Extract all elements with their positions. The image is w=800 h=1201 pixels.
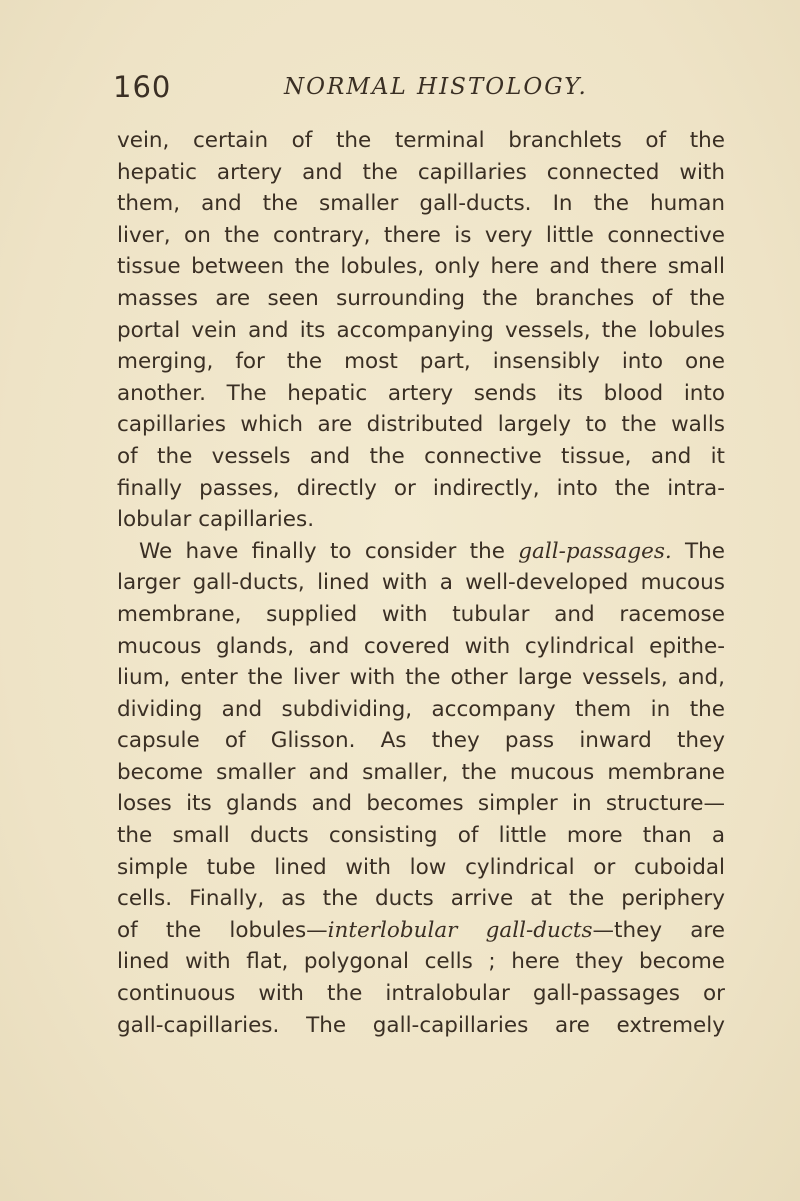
text-line: lined with flat, polygonal cells ; here they become <box>117 949 725 975</box>
text-line <box>117 915 725 947</box>
text-span: of the lobules— <box>117 917 328 943</box>
text-line: masses are seen surrounding the branches of the <box>117 285 725 311</box>
text-line: the small ducts consisting of little more than a <box>117 823 725 849</box>
text-span <box>457 918 485 943</box>
text-line: larger gall-ducts, lined with a well-developed mucous <box>117 570 725 596</box>
text-line: cells. Finally, as the ducts arrive at the periphery <box>117 886 725 912</box>
text-line: lobular capillaries. <box>117 507 315 533</box>
italic-term: gall-ducts <box>485 917 593 943</box>
running-head <box>113 70 733 110</box>
text-span: —they are <box>592 917 725 943</box>
text-line: simple tube lined with low cylindrical or cuboidal <box>117 854 725 880</box>
text-line: liver, on the contrary, there is very little connective <box>117 222 725 248</box>
text-line: vein, certain of the terminal branchlets of the <box>117 128 725 153</box>
text-line: portal vein and its accompanying vessels, the lobules <box>117 317 725 343</box>
text-line: capsule of Glisson. As they pass inward they <box>117 728 725 754</box>
text-line: them, and the smaller gall-ducts. In the human <box>117 191 725 217</box>
text-line: of the vessels and the connective tissue, and it <box>117 443 725 469</box>
text-line: capillaries which are distributed largely to the walls <box>117 412 725 438</box>
text-line: loses its glands and becomes simpler in structure— <box>117 791 725 817</box>
text-line: merging, for the most part, insensibly into one <box>117 349 725 375</box>
paragraph-start-line <box>117 536 725 568</box>
text-line: continuous with the intralobular gall-passages or <box>117 981 725 1007</box>
running-title: NORMAL HISTOLOGY. <box>284 74 588 100</box>
text-line: hepatic artery and the capillaries connected with <box>117 159 725 185</box>
italic-term: gall-passages. <box>518 538 672 564</box>
text-line: mucous glands, and covered with cylindrical epithe- <box>117 633 725 659</box>
text-line: become smaller and smaller, the mucous membrane <box>117 759 725 785</box>
italic-term: interlobular <box>327 917 458 943</box>
text-line: gall-capillaries. The gall-capillaries are extremely <box>117 1012 725 1038</box>
text-line: lium, enter the liver with the other large vessels, and, <box>117 665 725 691</box>
text-span: The <box>671 538 725 564</box>
text-line: tissue between the lobules, only here and there small <box>117 254 725 280</box>
text-line: dividing and subdividing, accompany them in the <box>117 696 725 722</box>
text-line: finally passes, directly or indirectly, into the intra- <box>117 475 725 501</box>
text-span: We have finally to consider the <box>139 538 519 564</box>
page-number: 160 <box>113 70 172 104</box>
body-text <box>117 125 725 1041</box>
text-line: membrane, supplied with tubular and racemose <box>117 601 725 627</box>
text-line: another. The hepatic artery sends its blood into <box>117 380 725 406</box>
